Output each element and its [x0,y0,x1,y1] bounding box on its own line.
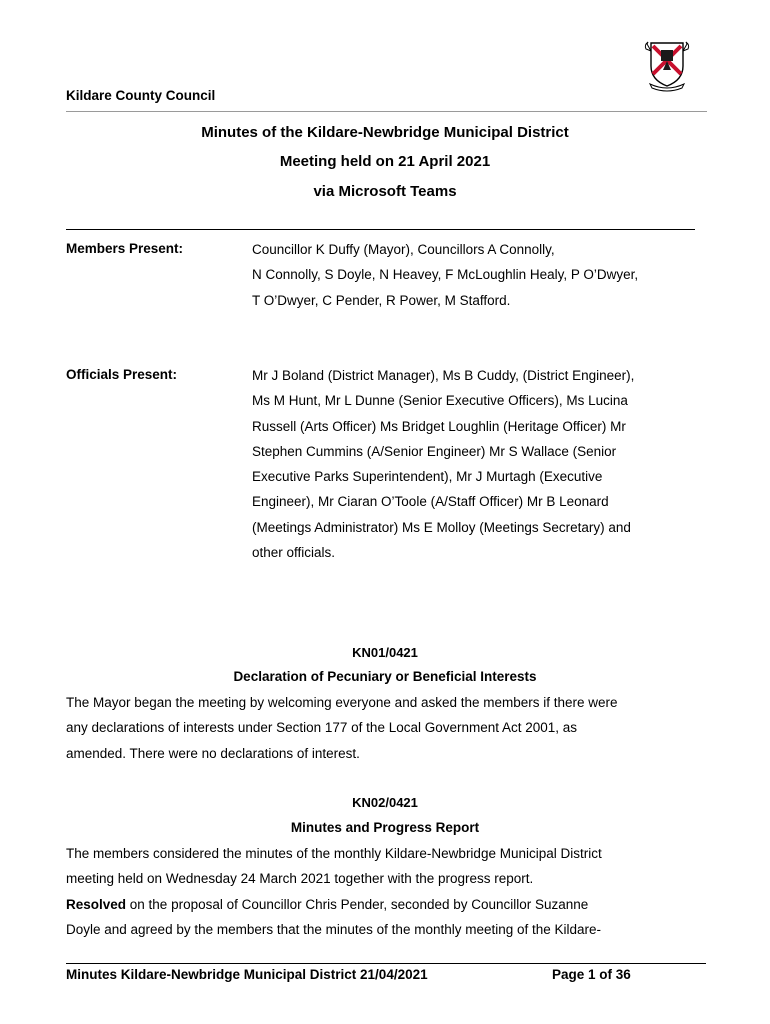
resolution-text: on the proposal of Councillor Chris Pender, seconded by Councillor Suzanne [126,896,589,912]
members-line: N Connolly, S Doyle, N Heavey, F McLoughlin Healy, P O’Dwyer, [252,267,639,283]
resolution-line [66,892,711,917]
resolved-word: Resolved [66,896,127,912]
officials-line: Mr J Boland (District Manager), Ms B Cuddy, (District Engineer), [252,368,635,383]
officials-line: Stephen Cummins (A/Senior Engineer) Mr S Wallace (Senior [252,443,617,459]
body-line: any declarations of interests under Section 177 of the Local Government Act 2001, as [66,720,578,736]
officials-line: (Meetings Administrator) Ms E Molloy (Meetings Secretary) and [252,519,631,535]
officials-list [252,363,707,565]
officials-line: Russell (Arts Officer) Ms Bridget Loughlin (Heritage Officer) Mr [252,418,626,434]
officials-line: Executive Parks Superintendent), Mr J Murtagh (Executive [252,469,603,485]
section-title: Minutes and Progress Report [290,820,480,835]
officials-label: Officials Present: [66,367,178,382]
county-crest-icon [641,40,693,92]
members-line: T O’Dwyer, C Pender, R Power, M Stafford. [252,292,511,308]
meeting-date: Meeting held on 21 April 2021 [279,153,491,170]
header-divider [66,111,707,112]
section-body [66,690,711,766]
officials-line: Ms M Hunt, Mr L Dunne (Senior Executive Officers), Ms Lucina [252,393,628,409]
footer-divider [66,963,706,964]
body-line: amended. There were no declarations of interest. [66,745,360,761]
page-number: Page 1 of 36 [552,967,631,982]
meeting-venue: via Microsoft Teams [313,183,457,200]
members-list [252,237,712,313]
organisation-name: Kildare County Council [66,88,216,103]
body-line: The members considered the minutes of the monthly Kildare-Newbridge Municipal District [66,846,602,861]
section-body [66,841,711,942]
title-divider [66,229,695,230]
officials-line: Engineer), Mr Ciaran O’Toole (A/Staff Officer) Mr B Leonard [252,494,609,510]
members-label: Members Present: [66,241,184,256]
body-line: Doyle and agreed by the members that the minutes of the monthly meeting of the Kildare- [66,921,602,937]
officials-line: other officials. [252,545,336,561]
section-title: Declaration of Pecuniary or Beneficial Interests [233,669,537,684]
body-line: meeting held on Wednesday 24 March 2021 together with the progress report. [66,871,534,887]
section-code: KN02/0421 [352,795,418,810]
section-code: KN01/0421 [352,645,418,660]
members-line: Councillor K Duffy (Mayor), Councillors A Connolly, [252,242,555,257]
body-line: The Mayor began the meeting by welcoming everyone and asked the members if there were [66,695,618,710]
footer-title: Minutes Kildare-Newbridge Municipal District 21/04/2021 [66,967,428,982]
document-title: Minutes of the Kildare-Newbridge Municipal District [201,124,569,141]
